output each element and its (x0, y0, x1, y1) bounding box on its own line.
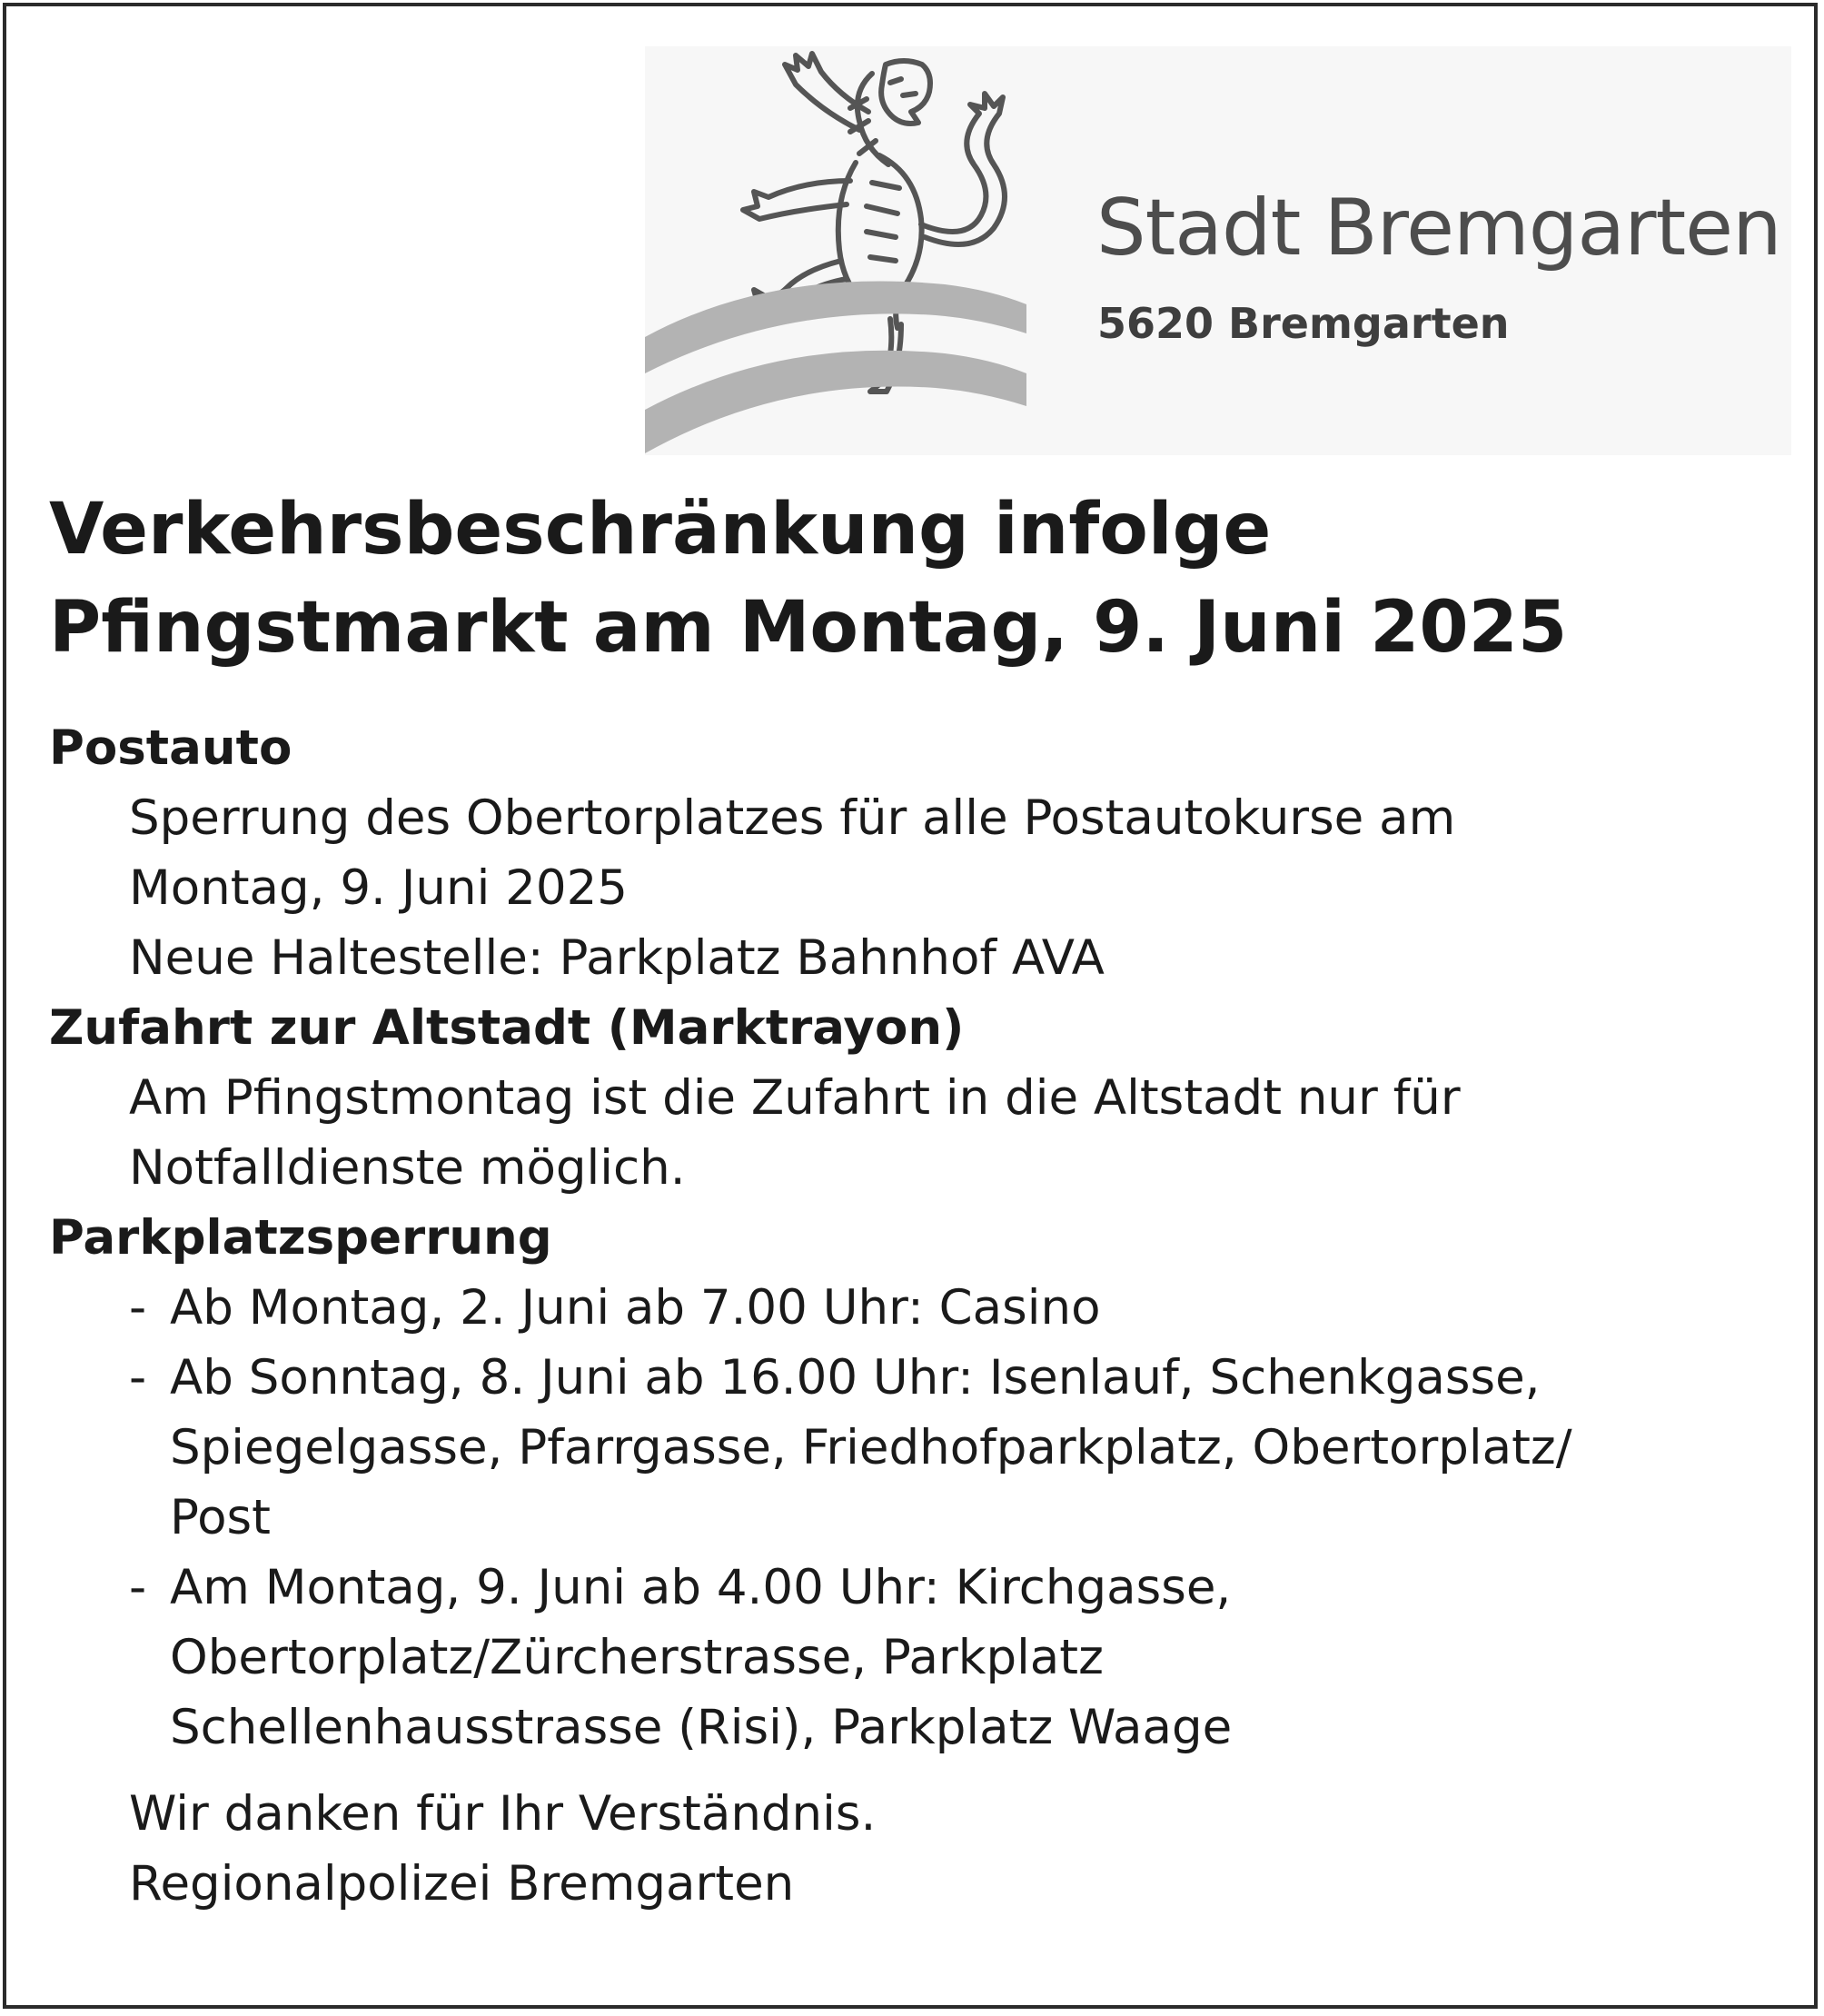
text-line: Obertorplatz/Zürcherstrasse, Parkplatz (170, 1630, 1104, 1685)
title-line-1: Verkehrsbeschränkung infolge (49, 489, 1272, 571)
bullet-dash: - (129, 1350, 147, 1405)
section-heading-parkplatz: Parkplatzsperrung (49, 1210, 552, 1266)
closing-signature: Regionalpolizei Bremgarten (129, 1856, 795, 1912)
section-text-zufahrt (49, 1063, 1802, 1203)
text-line: Am Montag, 9. Juni ab 4.00 Uhr: Kirchgasse, (170, 1560, 1232, 1615)
bullet-dash: - (129, 1280, 147, 1336)
city-logo (645, 46, 1791, 455)
closure-list (49, 1273, 1802, 1763)
list-item (129, 1553, 1802, 1763)
text-line: Post (170, 1490, 271, 1545)
section-heading-zufahrt: Zufahrt zur Altstadt (Marktrayon) (49, 1000, 965, 1056)
closing-thanks: Wir danken für Ihr Verständnis. (129, 1786, 877, 1842)
text-line: Schellenhausstrasse (Risi), Parkplatz Waage (170, 1700, 1233, 1755)
text-line: Ab Montag, 2. Juni ab 7.00 Uhr: Casino (170, 1280, 1101, 1336)
bullet-dash: - (129, 1560, 147, 1615)
text-line: Am Pfingstmontag ist die Zufahrt in die Altstadt nur für (129, 1070, 1461, 1126)
text-line: Ab Sonntag, 8. Juni ab 16.00 Uhr: Isenlauf, Schenkgasse, (170, 1350, 1541, 1405)
lion-rampant-icon (743, 54, 1005, 392)
section-text-postauto (49, 783, 1802, 993)
text-line: Spiegelgasse, Pfarrgasse, Friedhofparkplatz, Obertorplatz/ (170, 1420, 1572, 1475)
closing-block (49, 1779, 1802, 1919)
notice-body (49, 713, 1802, 1919)
section-heading-postauto: Postauto (49, 720, 292, 776)
logo-emblem (645, 46, 1099, 455)
list-item (129, 1343, 1802, 1553)
title-line-2: Pfingstmarkt am Montag, 9. Juni 2025 (49, 587, 1568, 669)
logo-city-name: Stadt Bremgarten (1096, 183, 1781, 273)
text-line: Neue Haltestelle: Parkplatz Bahnhof AVA (129, 930, 1105, 986)
text-line: Montag, 9. Juni 2025 (129, 860, 629, 916)
notice-title (49, 481, 1567, 677)
bridge-arcs-icon (645, 282, 1026, 453)
text-line: Sperrung des Obertorplatzes für alle Postautokurse am (129, 790, 1456, 846)
logo-postal-line: 5620 Bremgarten (1097, 299, 1510, 348)
notice-frame (3, 3, 1818, 2009)
list-item (129, 1273, 1802, 1343)
text-line: Notfalldienste möglich. (129, 1140, 686, 1196)
